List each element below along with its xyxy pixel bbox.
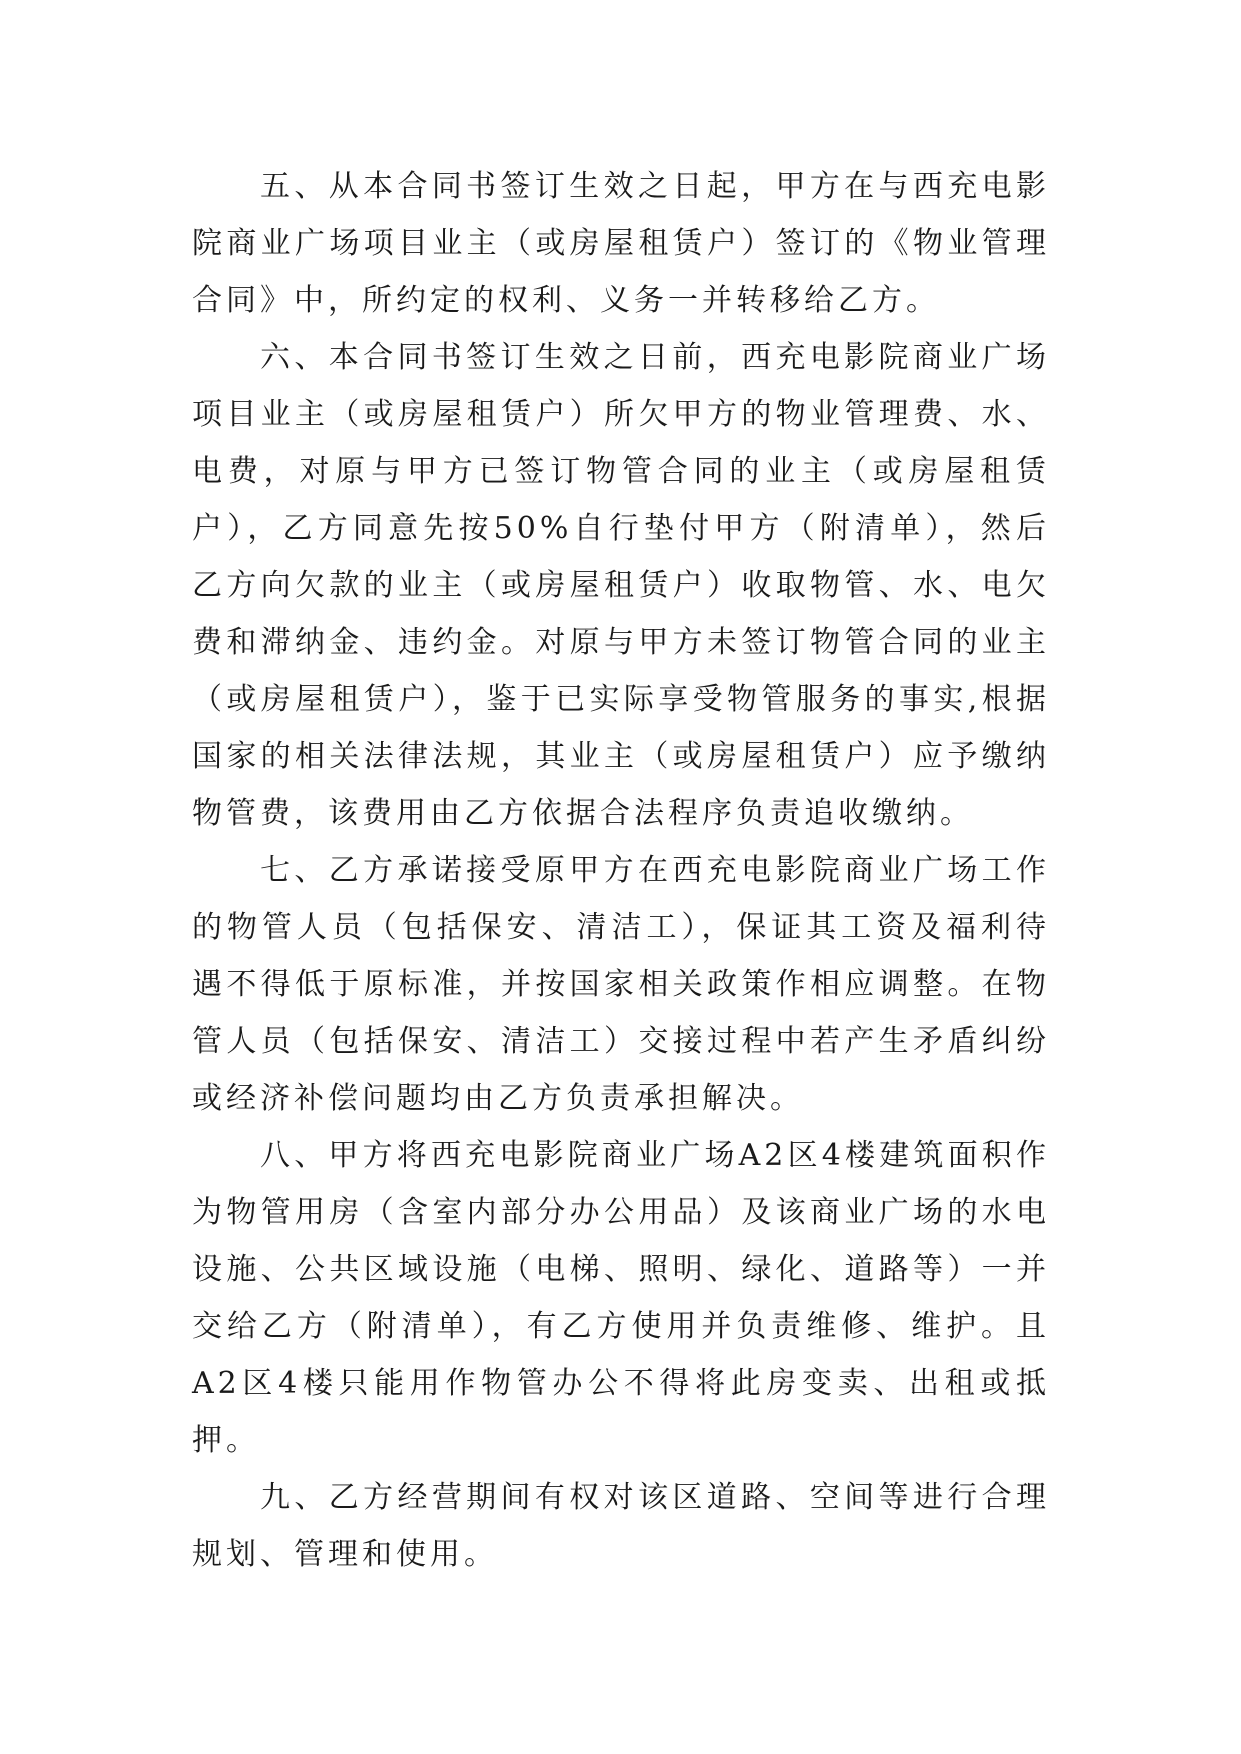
clause-6: 六、本合同书签订生效之日前，西充电影院商业广场项目业主（或房屋租赁户）所欠甲方的物业管理费、水、电费，对原与甲方已签订物管合同的业主（或房屋租赁户），乙方同意先按50%自行垫付甲方（附清单），然后乙方向欠款的业主（或房屋租赁户）收取物管、水、电欠费和滞纳金、违约金。对原与甲方未签订物管合同的业主（或房屋租赁户），鉴于已实际享受物管服务的事实,根据国家的相关法律法规，其业主（或房屋租赁户）应予缴纳物管费，该费用由乙方依据合法程序负责追收缴纳。 [192, 340, 1050, 831]
clause-5: 五、从本合同书签订生效之日起，甲方在与西充电影院商业广场项目业主（或房屋租赁户）签订的《物业管理合同》中，所约定的权利、义务一并转移给乙方。 [192, 169, 1050, 318]
clause-9: 九、乙方经营期间有权对该区道路、空间等进行合理规划、管理和使用。 [192, 1480, 1050, 1572]
document-body [192, 158, 1050, 1583]
clause-7: 七、乙方承诺接受原甲方在西充电影院商业广场工作的物管人员（包括保安、清洁工），保证其工资及福利待遇不得低于原标准，并按国家相关政策作相应调整。在物管人员（包括保安、清洁工）交接过程中若产生矛盾纠纷或经济补偿问题均由乙方负责承担解决。 [192, 853, 1050, 1116]
clause-8: 八、甲方将西充电影院商业广场A2区4楼建筑面积作为物管用房（含室内部分办公用品）及该商业广场的水电设施、公共区域设施（电梯、照明、绿化、道路等）一并交给乙方（附清单），有乙方使用并负责维修、维护。且A2区4楼只能用作物管办公不得将此房变卖、出租或抵押。 [192, 1138, 1050, 1458]
